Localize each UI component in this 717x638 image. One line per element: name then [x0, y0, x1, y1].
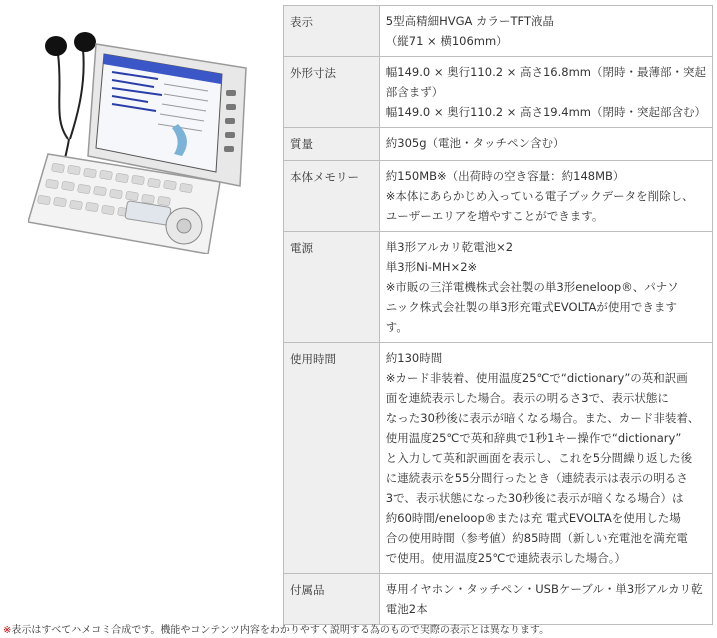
spec-value: 約305g（電池・タッチペン含む）	[379, 128, 712, 161]
spec-value: 単3形アルカリ乾電池×2 単3形Ni-MH×2※ ※市販の三洋電機株式会社製の単3形eneloop®、パナソ ニック株式会社製の単3形充電式EVOLTAが使用できます す。	[379, 232, 712, 343]
spec-value: 専用イヤホン・タッチペン・USBケーブル・単3形アルカリ乾 電池2本	[379, 574, 712, 625]
spec-value: 約150MB※（出荷時の空き容量：約148MB） ※本体にあらかじめ入っている電子ブックデータを削除し、 ユーザーエリアを増やすことができます。	[379, 161, 712, 232]
spec-label: 質量	[284, 128, 380, 161]
spec-value: 幅149.0 × 奥行110.2 × 高さ16.8mm（閉時・最薄部・突起 部含まず） 幅149.0 × 奥行110.2 × 高さ19.4mm（閉時・突起部含む）	[379, 57, 712, 128]
spec-row-weight	[284, 128, 713, 161]
spec-row-memory	[284, 161, 713, 232]
spec-label: 外形寸法	[284, 57, 380, 128]
spec-value: 約130時間 ※カード非装着、使用温度25℃で“dictionary”の英和訳画 面を連続表示した場合。表示の明るさ3で、表示状態に なった30秒後に表示が暗くなる場合。また、カード非装着、 使用温度25℃で英和辞典で1秒1キー操作で“dictionary” と入力して英和訳画面を表示し、これを5分間繰り返した後 に連続表示を55分間行ったとき（連続表示は表示の明るさ 3で、表示状態になった30秒後に表示が暗くなる場合）は 約60時間/eneloop®または充 電式EVOLTAを使用した場 合の使用時間（参考値）約85時間（新しい充電池を満充電 で使用。使用温度25℃で連続表示した場合。）	[379, 343, 712, 574]
footnote	[3, 621, 549, 636]
spec-label: 本体メモリー	[284, 161, 380, 232]
spec-row-display	[284, 6, 713, 57]
spec-row-power	[284, 232, 713, 343]
footnote-text: 表示はすべてハメコミ合成です。機能やコンテンツ内容をわかりやすく説明する為のもので実際の表示とは異なります。	[11, 625, 550, 636]
spec-row-dimensions	[284, 57, 713, 128]
spec-label: 付属品	[284, 574, 380, 625]
electronic-dictionary-icon	[28, 24, 268, 254]
spec-row-usage-time	[284, 343, 713, 574]
spec-value: 5型高精細HVGA カラーTFT液晶 （縦71 × 横106mm）	[379, 6, 712, 57]
spec-label: 電源	[284, 232, 380, 343]
spec-label: 使用時間	[284, 343, 380, 574]
spec-label: 表示	[284, 6, 380, 57]
footnote-mark: ※	[3, 625, 12, 636]
spec-row-accessories	[284, 574, 713, 625]
spec-table	[283, 5, 713, 625]
